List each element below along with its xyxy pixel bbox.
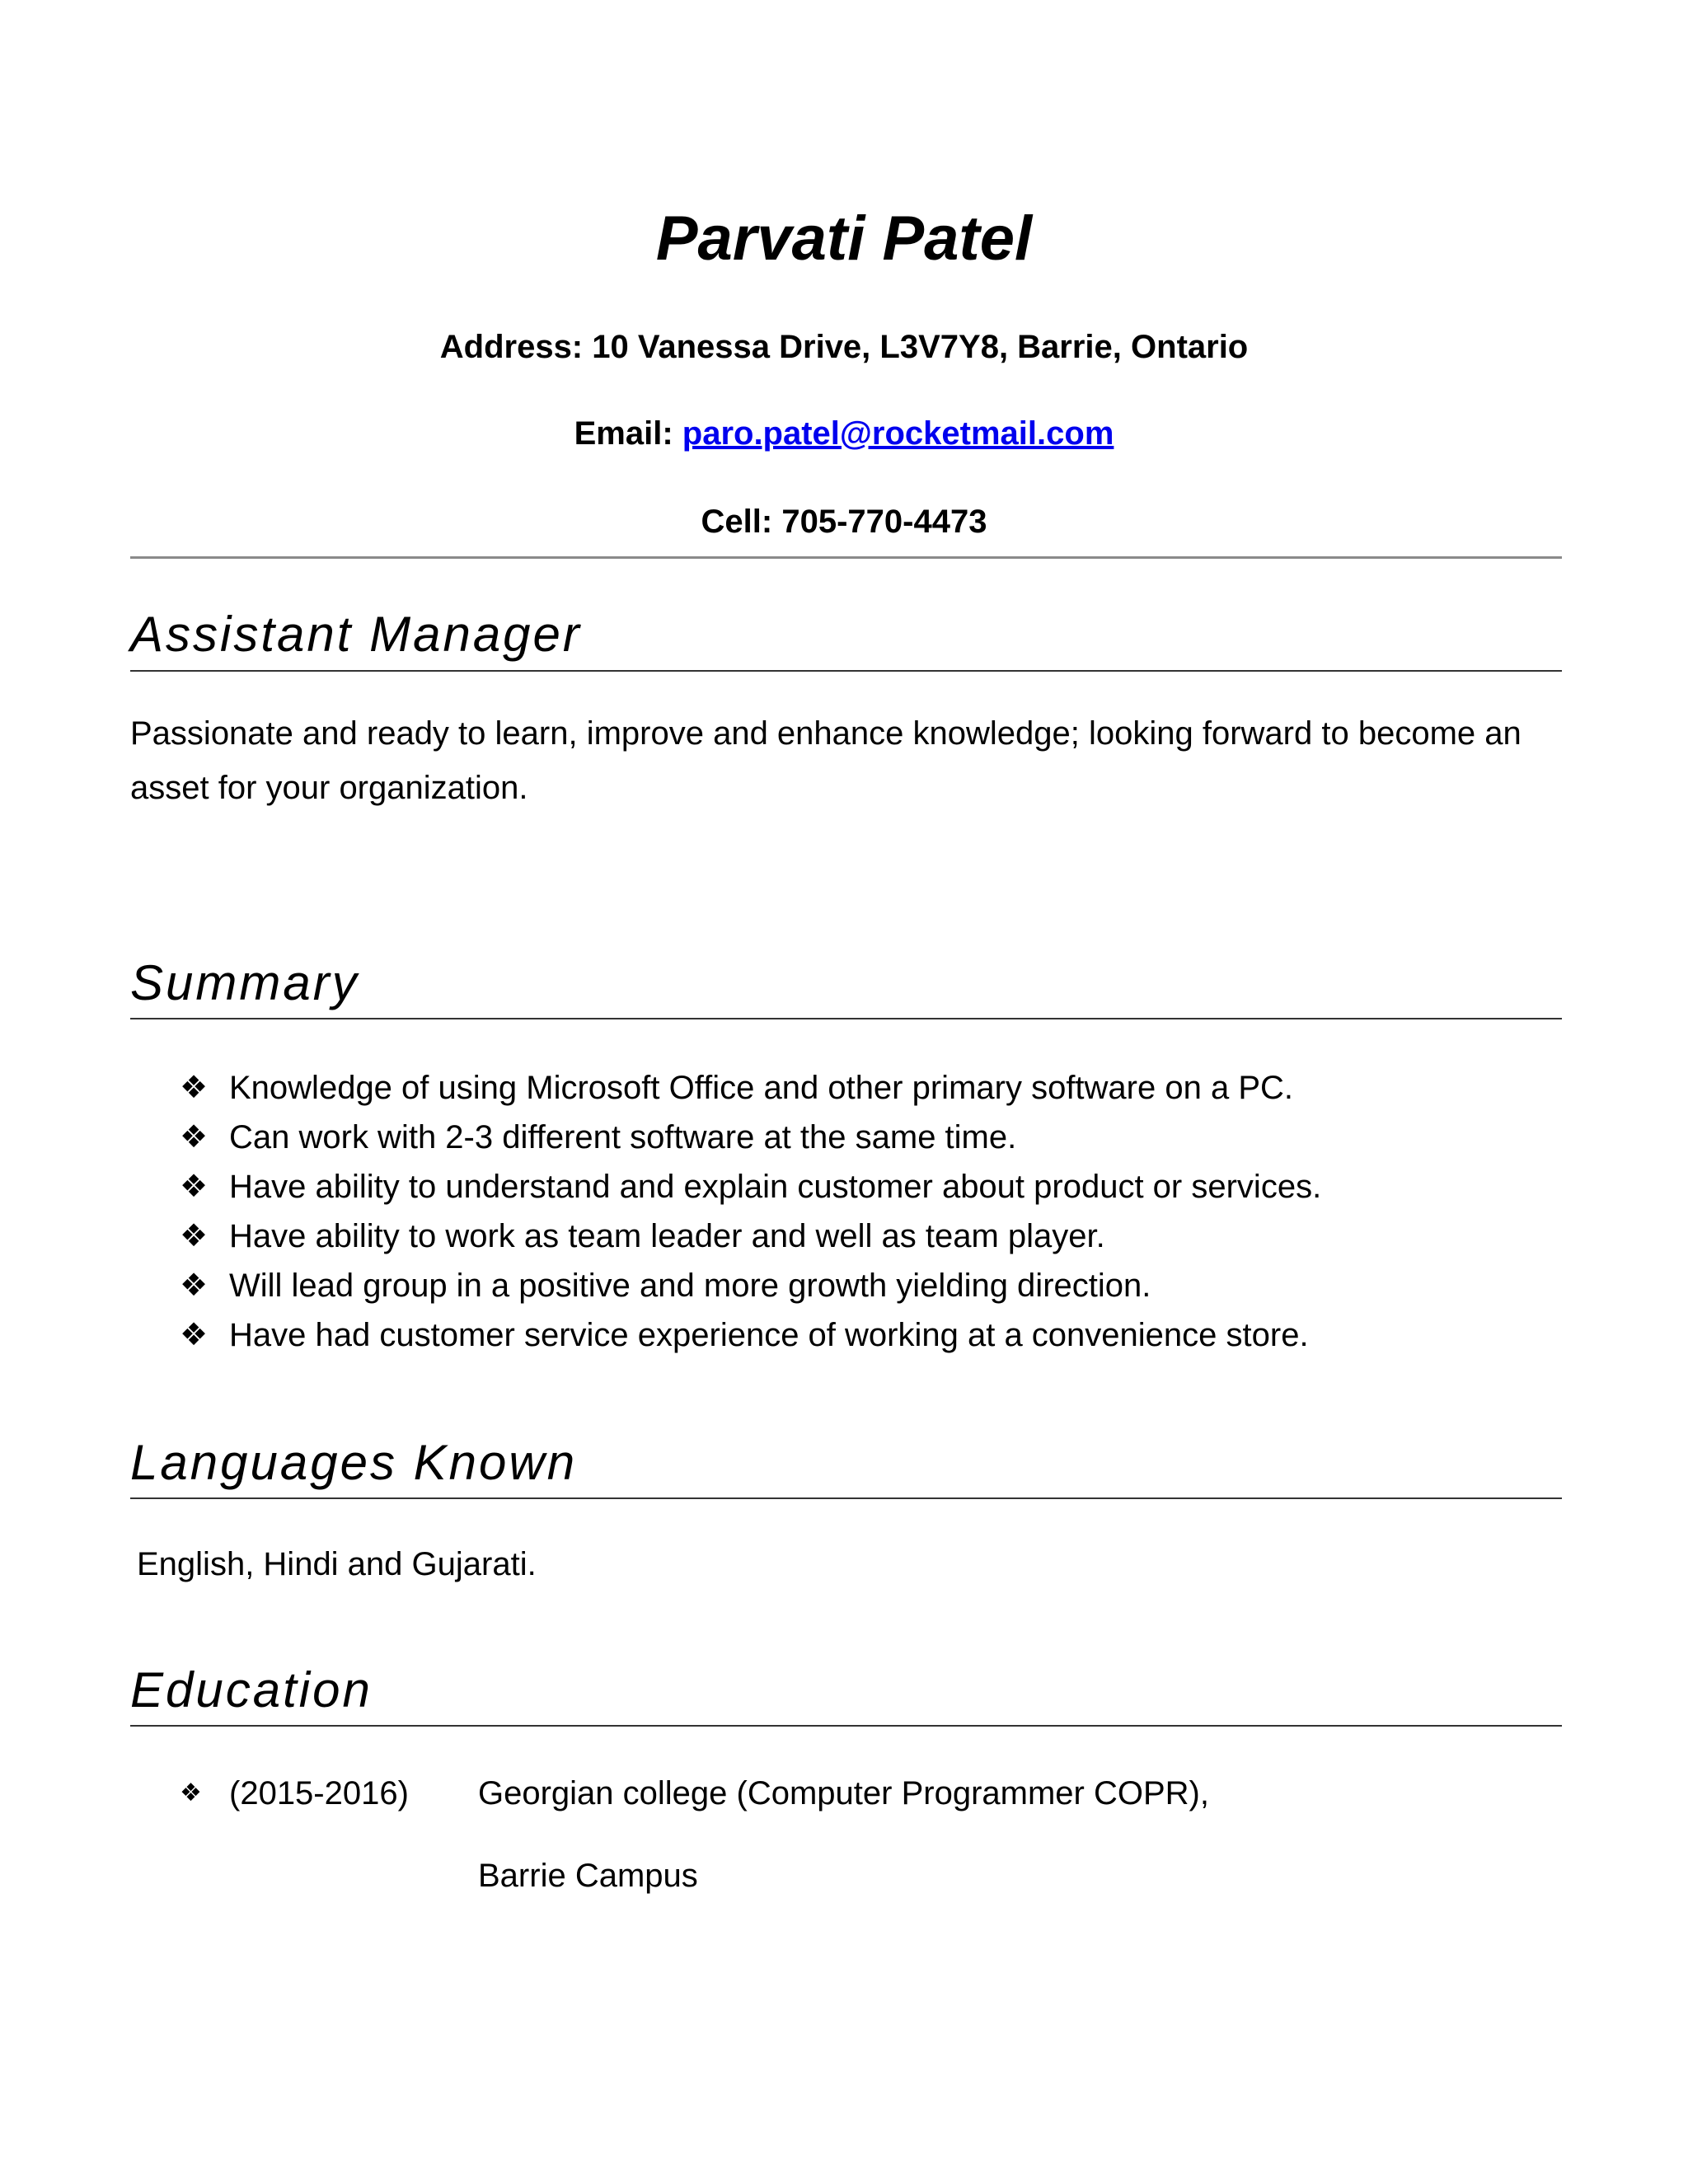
diamond-icon: ❖ — [180, 1779, 202, 1807]
summary-item — [180, 1113, 1321, 1162]
summary-divider — [130, 1018, 1562, 1019]
diamond-icon: ❖ — [180, 1318, 209, 1352]
objective-divider — [130, 670, 1562, 672]
education-heading: Education — [130, 1662, 373, 1718]
languages-heading: Languages Known — [130, 1435, 578, 1490]
diamond-icon: ❖ — [180, 1268, 209, 1303]
languages-text: English, Hindi and Gujarati. — [137, 1546, 537, 1582]
address-label: Address: — [439, 329, 584, 365]
summary-heading: Summary — [130, 955, 359, 1010]
summary-item-text: Will lead group in a positive and more growth yielding direction. — [229, 1268, 1151, 1304]
summary-item — [180, 1162, 1321, 1212]
education-campus: Barrie Campus — [478, 1858, 698, 1894]
summary-item-text: Knowledge of using Microsoft Office and other primary software on a PC. — [229, 1070, 1293, 1106]
summary-item-text: Can work with 2-3 different software at the same time. — [229, 1119, 1017, 1155]
summary-item — [180, 1310, 1321, 1360]
header-divider — [130, 556, 1562, 559]
diamond-icon: ❖ — [180, 1071, 209, 1105]
email-line — [0, 412, 1688, 455]
diamond-icon: ❖ — [180, 1219, 209, 1254]
summary-item-text: Have ability to work as team leader and well as team player. — [229, 1218, 1105, 1254]
education-school: Georgian college (Computer Programmer COPR), — [478, 1775, 1209, 1811]
address-line — [0, 326, 1688, 368]
cell-value: 705-770-4473 — [781, 504, 987, 540]
email-label: Email: — [574, 415, 673, 452]
education-years: (2015-2016) — [229, 1775, 409, 1811]
candidate-name: Parvati Patel — [655, 204, 1033, 274]
summary-list — [180, 1063, 1321, 1360]
languages-divider — [130, 1497, 1562, 1499]
summary-item-text: Have ability to understand and explain customer about product or services. — [229, 1169, 1322, 1205]
email-link[interactable]: paro.patel@rocketmail.com — [682, 415, 1114, 452]
summary-item — [180, 1212, 1321, 1261]
summary-item-text: Have had customer service experience of working at a convenience store. — [229, 1317, 1309, 1353]
objective-heading: Assistant Manager — [130, 607, 582, 662]
objective-text: Passionate and ready to learn, improve and enhance knowledge; looking forward to become an asset for your organization. — [130, 715, 1522, 806]
education-divider — [130, 1725, 1562, 1727]
diamond-icon: ❖ — [180, 1169, 209, 1204]
cell-label: Cell: — [701, 504, 773, 540]
diamond-icon: ❖ — [180, 1120, 209, 1155]
address-value: 10 Vanessa Drive, L3V7Y8, Barrie, Ontario — [592, 329, 1249, 365]
summary-item — [180, 1261, 1321, 1310]
cell-line — [0, 500, 1688, 543]
summary-item — [180, 1063, 1321, 1113]
